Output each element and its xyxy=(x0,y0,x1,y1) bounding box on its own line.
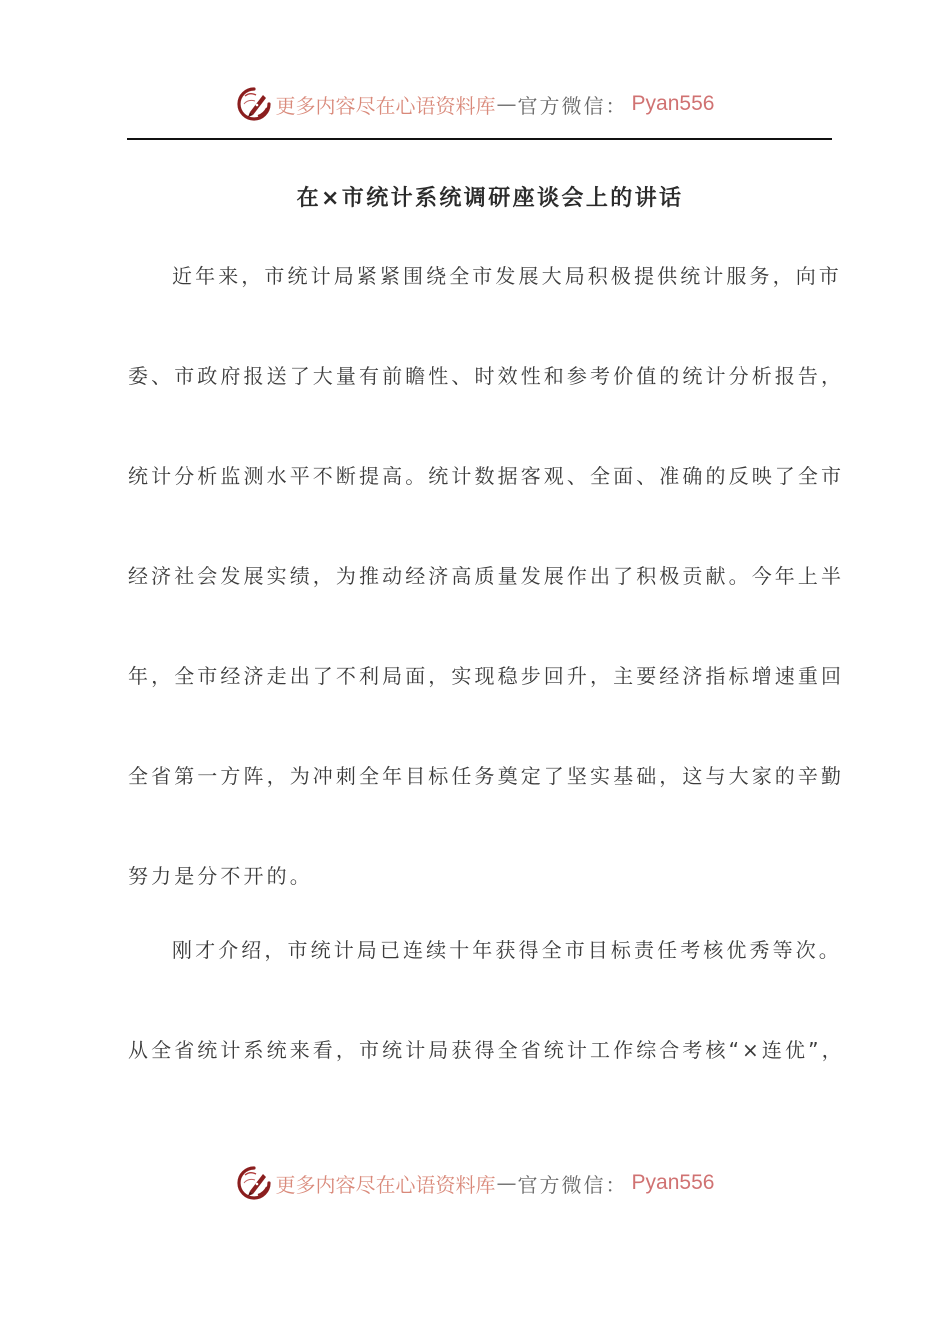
text-line: 刚才介绍，市统计局已连续十年获得全市目标责任考核优秀等次。 xyxy=(172,938,842,962)
text-line: 年，全市经济走出了不利局面，实现稳步回升，主要经济指标增速重回 xyxy=(128,664,845,688)
text-line: 经济社会发展实绩，为推动经济高质量发展作出了积极贡献。今年上半 xyxy=(128,564,845,588)
separator-dash: — xyxy=(496,92,517,116)
footer-banner xyxy=(0,1163,950,1203)
header-divider xyxy=(127,138,832,140)
pen-nib-circle-icon xyxy=(236,1165,272,1201)
wechat-id: Pyan556 xyxy=(631,1171,715,1194)
brand-text: 更多内容尽在心语资料库 xyxy=(275,93,496,118)
pen-nib-circle-icon xyxy=(236,86,272,122)
wechat-id: Pyan556 xyxy=(631,92,715,115)
text-line: 统计分析监测水平不断提高。统计数据客观、全面、准确的反映了全市 xyxy=(128,464,845,488)
text-line: 委、市政府报送了大量有前瞻性、时效性和参考价值的统计分析报告， xyxy=(128,364,845,388)
document-title: 在×市统计系统调研座谈会上的讲话 xyxy=(296,186,684,211)
text-line: 从全省统计系统来看，市统计局获得全省统计工作综合考核“×连优”， xyxy=(128,1038,845,1062)
separator-dash: — xyxy=(496,1171,517,1195)
brand-text: 更多内容尽在心语资料库 xyxy=(275,1172,496,1197)
header-banner xyxy=(0,84,950,124)
wechat-label: 官方微信： xyxy=(517,93,628,118)
wechat-label: 官方微信： xyxy=(517,1172,628,1197)
text-line: 近年来，市统计局紧紧围绕全市发展大局积极提供统计服务，向市 xyxy=(172,264,842,288)
text-line: 努力是分不开的。 xyxy=(128,864,313,888)
text-line: 全省第一方阵，为冲刺全年目标任务奠定了坚实基础，这与大家的辛勤 xyxy=(128,764,845,788)
